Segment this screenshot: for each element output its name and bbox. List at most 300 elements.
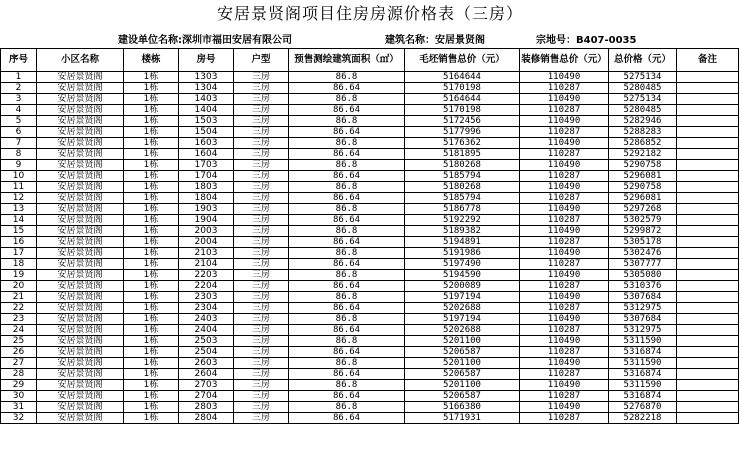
cell-seq: 29 (1, 380, 37, 391)
cell-building: 1栋 (124, 259, 179, 270)
header-row (1, 49, 739, 72)
cell-community: 安居景贤阁 (37, 336, 124, 347)
cell-rough: 5206587 (405, 391, 520, 402)
cell-building: 1栋 (124, 292, 179, 303)
cell-community: 安居景贤阁 (37, 259, 124, 270)
cell-building: 1栋 (124, 270, 179, 281)
cell-rough: 5206587 (405, 347, 520, 358)
cell-fin: 110490 (520, 160, 609, 171)
cell-seq: 2 (1, 83, 37, 94)
cell-building: 1栋 (124, 215, 179, 226)
cell-area: 86.64 (289, 193, 405, 204)
cell-room: 1304 (179, 83, 234, 94)
cell-building: 1栋 (124, 116, 179, 127)
cell-building: 1栋 (124, 105, 179, 116)
table-row (1, 281, 739, 292)
cell-seq: 14 (1, 215, 37, 226)
cell-rough: 5185794 (405, 193, 520, 204)
cell-remark (677, 314, 739, 325)
cell-building: 1栋 (124, 182, 179, 193)
cell-room: 2004 (179, 237, 234, 248)
cell-remark (677, 116, 739, 127)
cell-building: 1栋 (124, 171, 179, 182)
cell-area: 86.64 (289, 105, 405, 116)
cell-area: 86.8 (289, 336, 405, 347)
cell-total: 5316874 (609, 347, 677, 358)
cell-community: 安居景贤阁 (37, 127, 124, 138)
cell-area: 86.64 (289, 259, 405, 270)
cell-area: 86.64 (289, 171, 405, 182)
cell-rough: 5180268 (405, 182, 520, 193)
cell-community: 安居景贤阁 (37, 215, 124, 226)
cell-rough: 5172456 (405, 116, 520, 127)
cell-type: 三房 (234, 116, 289, 127)
cell-area: 86.8 (289, 292, 405, 303)
cell-fin: 110287 (520, 193, 609, 204)
cell-total: 5311590 (609, 358, 677, 369)
header-cell-rough-price: 毛坯销售总价（元） (405, 49, 520, 72)
cell-rough: 5166380 (405, 402, 520, 413)
cell-community: 安居景贤阁 (37, 314, 124, 325)
cell-room: 2604 (179, 369, 234, 380)
cell-fin: 110490 (520, 226, 609, 237)
cell-area: 86.8 (289, 380, 405, 391)
cell-remark (677, 259, 739, 270)
cell-total: 5311590 (609, 336, 677, 347)
cell-building: 1栋 (124, 369, 179, 380)
cell-remark (677, 127, 739, 138)
cell-room: 1803 (179, 182, 234, 193)
cell-seq: 10 (1, 171, 37, 182)
cell-type: 三房 (234, 94, 289, 105)
cell-rough: 5170198 (405, 105, 520, 116)
cell-seq: 11 (1, 182, 37, 193)
cell-building: 1栋 (124, 380, 179, 391)
table-row (1, 380, 739, 391)
cell-rough: 5191986 (405, 248, 520, 259)
cell-seq: 24 (1, 325, 37, 336)
cell-community: 安居景贤阁 (37, 248, 124, 259)
cell-community: 安居景贤阁 (37, 182, 124, 193)
cell-community: 安居景贤阁 (37, 171, 124, 182)
cell-room: 2804 (179, 413, 234, 424)
cell-building: 1栋 (124, 138, 179, 149)
cell-type: 三房 (234, 193, 289, 204)
cell-fin: 110490 (520, 292, 609, 303)
cell-remark (677, 215, 739, 226)
table-row (1, 204, 739, 215)
cell-room: 2703 (179, 380, 234, 391)
cell-room: 2203 (179, 270, 234, 281)
cell-seq: 15 (1, 226, 37, 237)
cell-room: 1303 (179, 72, 234, 83)
cell-building: 1栋 (124, 94, 179, 105)
cell-area: 86.64 (289, 325, 405, 336)
cell-seq: 22 (1, 303, 37, 314)
cell-area: 86.8 (289, 358, 405, 369)
cell-room: 1403 (179, 94, 234, 105)
cell-rough: 5206587 (405, 369, 520, 380)
cell-area: 86.64 (289, 391, 405, 402)
cell-building: 1栋 (124, 83, 179, 94)
table-row (1, 182, 739, 193)
table-row (1, 226, 739, 237)
cell-type: 三房 (234, 171, 289, 182)
cell-building: 1栋 (124, 402, 179, 413)
header-cell-community: 小区名称 (37, 49, 124, 72)
cell-room: 1504 (179, 127, 234, 138)
cell-rough: 5185794 (405, 171, 520, 182)
cell-fin: 110287 (520, 215, 609, 226)
cell-type: 三房 (234, 270, 289, 281)
cell-remark (677, 281, 739, 292)
cell-area: 86.64 (289, 413, 405, 424)
cell-rough: 5177996 (405, 127, 520, 138)
cell-room: 1604 (179, 149, 234, 160)
cell-seq: 5 (1, 116, 37, 127)
cell-seq: 1 (1, 72, 37, 83)
cell-seq: 23 (1, 314, 37, 325)
housing-price-table (0, 48, 739, 424)
cell-community: 安居景贤阁 (37, 94, 124, 105)
cell-fin: 110490 (520, 336, 609, 347)
cell-fin: 110287 (520, 369, 609, 380)
table-row (1, 325, 739, 336)
table-row (1, 303, 739, 314)
cell-type: 三房 (234, 336, 289, 347)
cell-building: 1栋 (124, 160, 179, 171)
cell-total: 5310376 (609, 281, 677, 292)
cell-fin: 110287 (520, 237, 609, 248)
cell-community: 安居景贤阁 (37, 204, 124, 215)
cell-remark (677, 380, 739, 391)
cell-rough: 5197194 (405, 292, 520, 303)
cell-type: 三房 (234, 160, 289, 171)
cell-building: 1栋 (124, 347, 179, 358)
cell-rough: 5197194 (405, 314, 520, 325)
cell-rough: 5202688 (405, 303, 520, 314)
cell-area: 86.8 (289, 314, 405, 325)
cell-rough: 5170198 (405, 83, 520, 94)
cell-remark (677, 402, 739, 413)
cell-type: 三房 (234, 358, 289, 369)
cell-seq: 8 (1, 149, 37, 160)
cell-rough: 5197490 (405, 259, 520, 270)
cell-type: 三房 (234, 402, 289, 413)
cell-area: 86.8 (289, 182, 405, 193)
cell-area: 86.64 (289, 303, 405, 314)
cell-room: 1804 (179, 193, 234, 204)
cell-room: 2003 (179, 226, 234, 237)
cell-fin: 110287 (520, 149, 609, 160)
document-title: 安居景贤阁项目住房房源价格表（三房） (216, 4, 523, 23)
cell-type: 三房 (234, 226, 289, 237)
cell-room: 2103 (179, 248, 234, 259)
table-row (1, 149, 739, 160)
cell-fin: 110490 (520, 358, 609, 369)
cell-area: 86.8 (289, 138, 405, 149)
cell-area: 86.8 (289, 270, 405, 281)
cell-type: 三房 (234, 314, 289, 325)
table-row (1, 105, 739, 116)
cell-fin: 110490 (520, 270, 609, 281)
cell-total: 5280485 (609, 83, 677, 94)
cell-remark (677, 292, 739, 303)
cell-seq: 3 (1, 94, 37, 105)
cell-community: 安居景贤阁 (37, 391, 124, 402)
cell-fin: 110287 (520, 391, 609, 402)
cell-building: 1栋 (124, 72, 179, 83)
cell-total: 5307684 (609, 314, 677, 325)
cell-seq: 19 (1, 270, 37, 281)
cell-community: 安居景贤阁 (37, 138, 124, 149)
cell-community: 安居景贤阁 (37, 270, 124, 281)
cell-community: 安居景贤阁 (37, 116, 124, 127)
cell-total: 5307777 (609, 259, 677, 270)
cell-room: 2603 (179, 358, 234, 369)
cell-fin: 110287 (520, 325, 609, 336)
cell-rough: 5164644 (405, 72, 520, 83)
cell-type: 三房 (234, 259, 289, 270)
cell-total: 5305080 (609, 270, 677, 281)
cell-total: 5280485 (609, 105, 677, 116)
cell-area: 86.64 (289, 149, 405, 160)
cell-type: 三房 (234, 237, 289, 248)
cell-remark (677, 226, 739, 237)
cell-room: 2404 (179, 325, 234, 336)
cell-building: 1栋 (124, 325, 179, 336)
cell-community: 安居景贤阁 (37, 292, 124, 303)
cell-remark (677, 347, 739, 358)
cell-total: 5302476 (609, 248, 677, 259)
cell-rough: 5180268 (405, 160, 520, 171)
cell-remark (677, 160, 739, 171)
cell-rough: 5194590 (405, 270, 520, 281)
cell-area: 86.8 (289, 94, 405, 105)
cell-room: 2803 (179, 402, 234, 413)
cell-seq: 9 (1, 160, 37, 171)
cell-community: 安居景贤阁 (37, 303, 124, 314)
cell-type: 三房 (234, 347, 289, 358)
cell-community: 安居景贤阁 (37, 402, 124, 413)
table-row (1, 248, 739, 259)
cell-room: 1703 (179, 160, 234, 171)
header-cell-type: 户型 (234, 49, 289, 72)
cell-type: 三房 (234, 105, 289, 116)
cell-building: 1栋 (124, 413, 179, 424)
cell-fin: 110287 (520, 83, 609, 94)
cell-area: 86.8 (289, 226, 405, 237)
cell-room: 2504 (179, 347, 234, 358)
table-row (1, 347, 739, 358)
cell-fin: 110287 (520, 127, 609, 138)
cell-room: 2303 (179, 292, 234, 303)
cell-total: 5296081 (609, 171, 677, 182)
cell-remark (677, 204, 739, 215)
header-cell-area: 预售测绘建筑面积（㎡） (289, 49, 405, 72)
table-row (1, 391, 739, 402)
cell-building: 1栋 (124, 303, 179, 314)
table-row (1, 160, 739, 171)
cell-room: 2704 (179, 391, 234, 402)
cell-community: 安居景贤阁 (37, 226, 124, 237)
cell-seq: 13 (1, 204, 37, 215)
cell-community: 安居景贤阁 (37, 160, 124, 171)
cell-total: 5316874 (609, 391, 677, 402)
cell-remark (677, 413, 739, 424)
table-row (1, 402, 739, 413)
cell-fin: 110490 (520, 314, 609, 325)
cell-seq: 18 (1, 259, 37, 270)
cell-rough: 5200089 (405, 281, 520, 292)
cell-type: 三房 (234, 281, 289, 292)
cell-remark (677, 138, 739, 149)
cell-seq: 26 (1, 347, 37, 358)
cell-seq: 27 (1, 358, 37, 369)
cell-room: 2304 (179, 303, 234, 314)
header-cell-building: 楼栋 (124, 49, 179, 72)
table-row (1, 116, 739, 127)
header-cell-finish-price: 装修销售总价（元） (520, 49, 609, 72)
cell-rough: 5176362 (405, 138, 520, 149)
cell-type: 三房 (234, 413, 289, 424)
builder-info: 建设单位名称:深圳市福田安居有限公司 (118, 35, 292, 46)
cell-rough: 5164644 (405, 94, 520, 105)
cell-room: 1904 (179, 215, 234, 226)
cell-total: 5311590 (609, 380, 677, 391)
cell-type: 三房 (234, 72, 289, 83)
cell-room: 1903 (179, 204, 234, 215)
table-row (1, 171, 739, 182)
cell-rough: 5171931 (405, 413, 520, 424)
cell-room: 1603 (179, 138, 234, 149)
cell-total: 5312975 (609, 303, 677, 314)
cell-type: 三房 (234, 83, 289, 94)
cell-remark (677, 94, 739, 105)
cell-fin: 110287 (520, 171, 609, 182)
project-info: 建筑名称：安居景贤阁 (385, 35, 485, 46)
header-cell-remarks: 备注 (677, 49, 739, 72)
cell-building: 1栋 (124, 358, 179, 369)
cell-community: 安居景贤阁 (37, 358, 124, 369)
cell-fin: 110490 (520, 72, 609, 83)
cell-remark (677, 182, 739, 193)
cell-area: 86.8 (289, 204, 405, 215)
table-row (1, 270, 739, 281)
cell-remark (677, 171, 739, 182)
cell-rough: 5202688 (405, 325, 520, 336)
cell-remark (677, 149, 739, 160)
cell-community: 安居景贤阁 (37, 325, 124, 336)
cell-area: 86.8 (289, 402, 405, 413)
table-row (1, 83, 739, 94)
cell-fin: 110490 (520, 248, 609, 259)
table-row (1, 259, 739, 270)
cell-remark (677, 391, 739, 402)
cell-total: 5276870 (609, 402, 677, 413)
cell-seq: 25 (1, 336, 37, 347)
cell-type: 三房 (234, 182, 289, 193)
cell-fin: 110287 (520, 105, 609, 116)
cell-building: 1栋 (124, 237, 179, 248)
cell-remark (677, 248, 739, 259)
cell-type: 三房 (234, 248, 289, 259)
cell-seq: 17 (1, 248, 37, 259)
cell-room: 1404 (179, 105, 234, 116)
cell-type: 三房 (234, 380, 289, 391)
cell-type: 三房 (234, 325, 289, 336)
cell-community: 安居景贤阁 (37, 72, 124, 83)
cell-room: 1704 (179, 171, 234, 182)
cell-total: 5282218 (609, 413, 677, 424)
cell-total: 5286852 (609, 138, 677, 149)
cell-fin: 110287 (520, 413, 609, 424)
cell-rough: 5194891 (405, 237, 520, 248)
cell-rough: 5189382 (405, 226, 520, 237)
cell-fin: 110490 (520, 182, 609, 193)
cell-seq: 21 (1, 292, 37, 303)
cell-building: 1栋 (124, 204, 179, 215)
cell-building: 1栋 (124, 149, 179, 160)
cell-type: 三房 (234, 204, 289, 215)
cell-building: 1栋 (124, 391, 179, 402)
cell-building: 1栋 (124, 226, 179, 237)
cell-rough: 5186778 (405, 204, 520, 215)
cell-room: 2204 (179, 281, 234, 292)
cell-type: 三房 (234, 369, 289, 380)
table-row (1, 193, 739, 204)
cell-building: 1栋 (124, 248, 179, 259)
cell-rough: 5181895 (405, 149, 520, 160)
cell-community: 安居景贤阁 (37, 193, 124, 204)
cell-area: 86.8 (289, 72, 405, 83)
cell-room: 1503 (179, 116, 234, 127)
header-cell-room: 房号 (179, 49, 234, 72)
cell-seq: 7 (1, 138, 37, 149)
cell-total: 5316874 (609, 369, 677, 380)
cell-community: 安居景贤阁 (37, 83, 124, 94)
table-row (1, 369, 739, 380)
table-row (1, 72, 739, 83)
cell-type: 三房 (234, 127, 289, 138)
cell-area: 86.64 (289, 215, 405, 226)
cell-type: 三房 (234, 303, 289, 314)
cell-remark (677, 270, 739, 281)
cell-type: 三房 (234, 138, 289, 149)
cell-remark (677, 105, 739, 116)
cell-remark (677, 369, 739, 380)
header-cell-seq: 序号 (1, 49, 37, 72)
table-row (1, 215, 739, 226)
cell-remark (677, 237, 739, 248)
table-row (1, 358, 739, 369)
cell-type: 三房 (234, 149, 289, 160)
cell-area: 86.8 (289, 248, 405, 259)
info-row (0, 28, 740, 46)
cell-community: 安居景贤阁 (37, 369, 124, 380)
cell-area: 86.64 (289, 127, 405, 138)
cell-building: 1栋 (124, 127, 179, 138)
cell-rough: 5201100 (405, 358, 520, 369)
cell-fin: 110287 (520, 303, 609, 314)
cell-room: 2403 (179, 314, 234, 325)
cell-community: 安居景贤阁 (37, 380, 124, 391)
cell-total: 5297268 (609, 204, 677, 215)
cell-seq: 20 (1, 281, 37, 292)
table-row (1, 237, 739, 248)
cell-fin: 110287 (520, 259, 609, 270)
lot-info: 宗地号：B407-0035 (536, 35, 637, 46)
